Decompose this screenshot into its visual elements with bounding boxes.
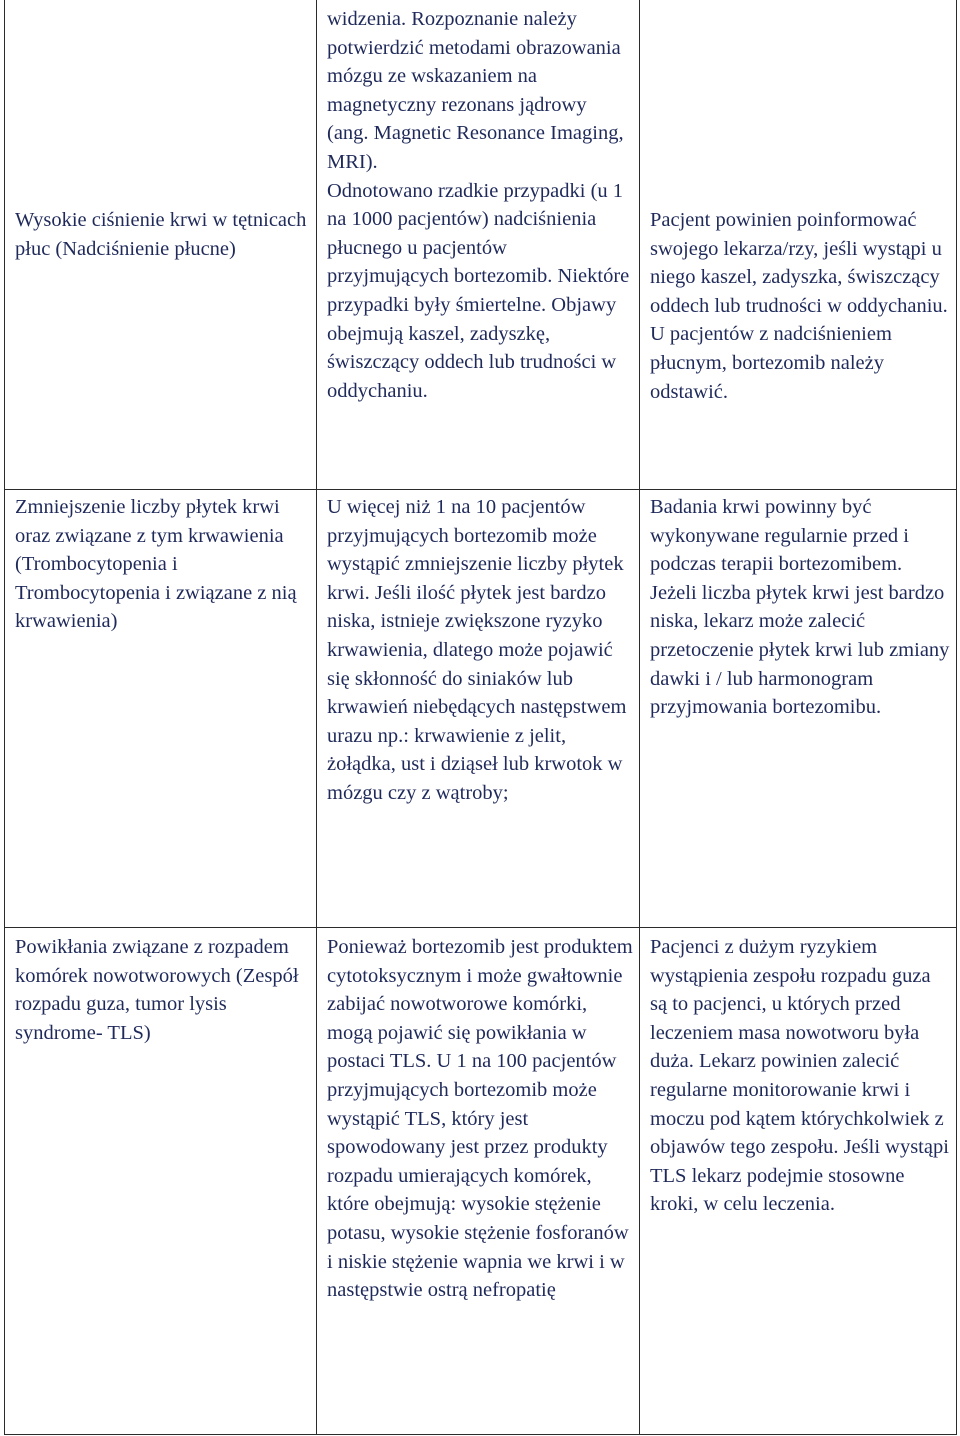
condition-cell [5, 928, 317, 1435]
action-cell [640, 490, 957, 928]
action-text: Pacjenci z dużym ryzykiem wystąpienia zespołu rozpadu guza są to pacjenci, u których przed leczeniem masa nowotworu była duża. Lekarz powinien zalecić regularne monitorowanie krwi i moczu pod kątem którychkolwiek z objawów tego zespołu. Jeśli wystąpi TLS lekarz podejmie stosowne kroki, w celu leczenia. [650, 936, 949, 1216]
condition-text: Wysokie ciśnienie krwi w tętnicach płuc (Nadciśnienie płucne) [15, 209, 307, 260]
adverse-effects-table [4, 0, 957, 1435]
condition-cell [5, 0, 317, 490]
condition-cell [5, 490, 317, 928]
table-row [5, 0, 957, 490]
action-cell [640, 928, 957, 1435]
table-row [5, 928, 957, 1435]
condition-text: Powikłania związane z rozpadem komórek nowotworowych (Zespół rozpadu guza, tumor lysis syndrome- TLS) [15, 936, 299, 1044]
condition-text: Zmniejszenie liczby płytek krwi oraz związane z tym krwawienia (Trombocytopenia i Trombocytopenia i związane z nią krwawienia) [15, 496, 297, 633]
action-text: Badania krwi powinny być wykonywane regularnie przed i podczas terapii bortezomibem. Jeżeli liczba płytek krwi jest bardzo niska, lekarz może zalecić przetoczenie płytek krwi lub zmiany dawki i / lub harmonogram przyjmowania bortezomibu. [650, 496, 950, 719]
description-text: Odnotowano rzadkie przypadki (u 1 na 1000 pacjentów) nadciśnienia płucnego u pacjentów przyjmujących bortezomib. Niektóre przypadki były śmiertelne. Objawy obejmują kaszel, zadyszkę, świszczący oddech lub trudności w oddychaniu. [327, 179, 630, 402]
action-cell [640, 0, 957, 490]
description-cell [317, 0, 640, 490]
description-text: U więcej niż 1 na 10 pacjentów przyjmujących bortezomib może wystąpić zmniejszenie liczby płytek krwi. Jeśli ilość płytek jest bardzo niska, istnieje zwiększone ryzyko krwawienia, dlatego może pojawić się skłonność do siniaków lub krwawień niebędących następstwem urazu np.: krwawienie z jelit, żołądka, ust i dziąseł lub krwotok w mózgu czy z wątroby; [327, 496, 627, 804]
table-row [5, 490, 957, 928]
description-text: Ponieważ bortezomib jest produktem cytotoksycznym i może gwałtownie zabijać nowotworowe komórki, mogą pojawić się powikłania w postaci TLS. U 1 na 100 pacjentów przyjmujących bortezomib może wystąpić TLS, który jest spowodowany jest przez produkty rozpadu umierających komórek, które obejmują: wysokie stężenie potasu, wysokie stężenie fosforanów i niskie stężenie wapnia we krwi i w następstwie ostrą nefropatię [327, 936, 633, 1302]
action-text: Pacjent powinien poinformować swojego lekarza/rzy, jeśli wystąpi u niego kaszel, zadyszka, świszczący oddech lub trudności w oddychaniu. U pacjentów z nadciśnieniem płucnym, bortezomib należy odstawić. [650, 209, 948, 403]
description-cell [317, 490, 640, 928]
description-continued-text: widzenia. Rozpoznanie należy potwierdzić metodami obrazowania mózgu ze wskazaniem na magnetyczny rezonans jądrowy (ang. Magnetic Resonance Imaging, MRI). [327, 8, 624, 173]
description-cell [317, 928, 640, 1435]
